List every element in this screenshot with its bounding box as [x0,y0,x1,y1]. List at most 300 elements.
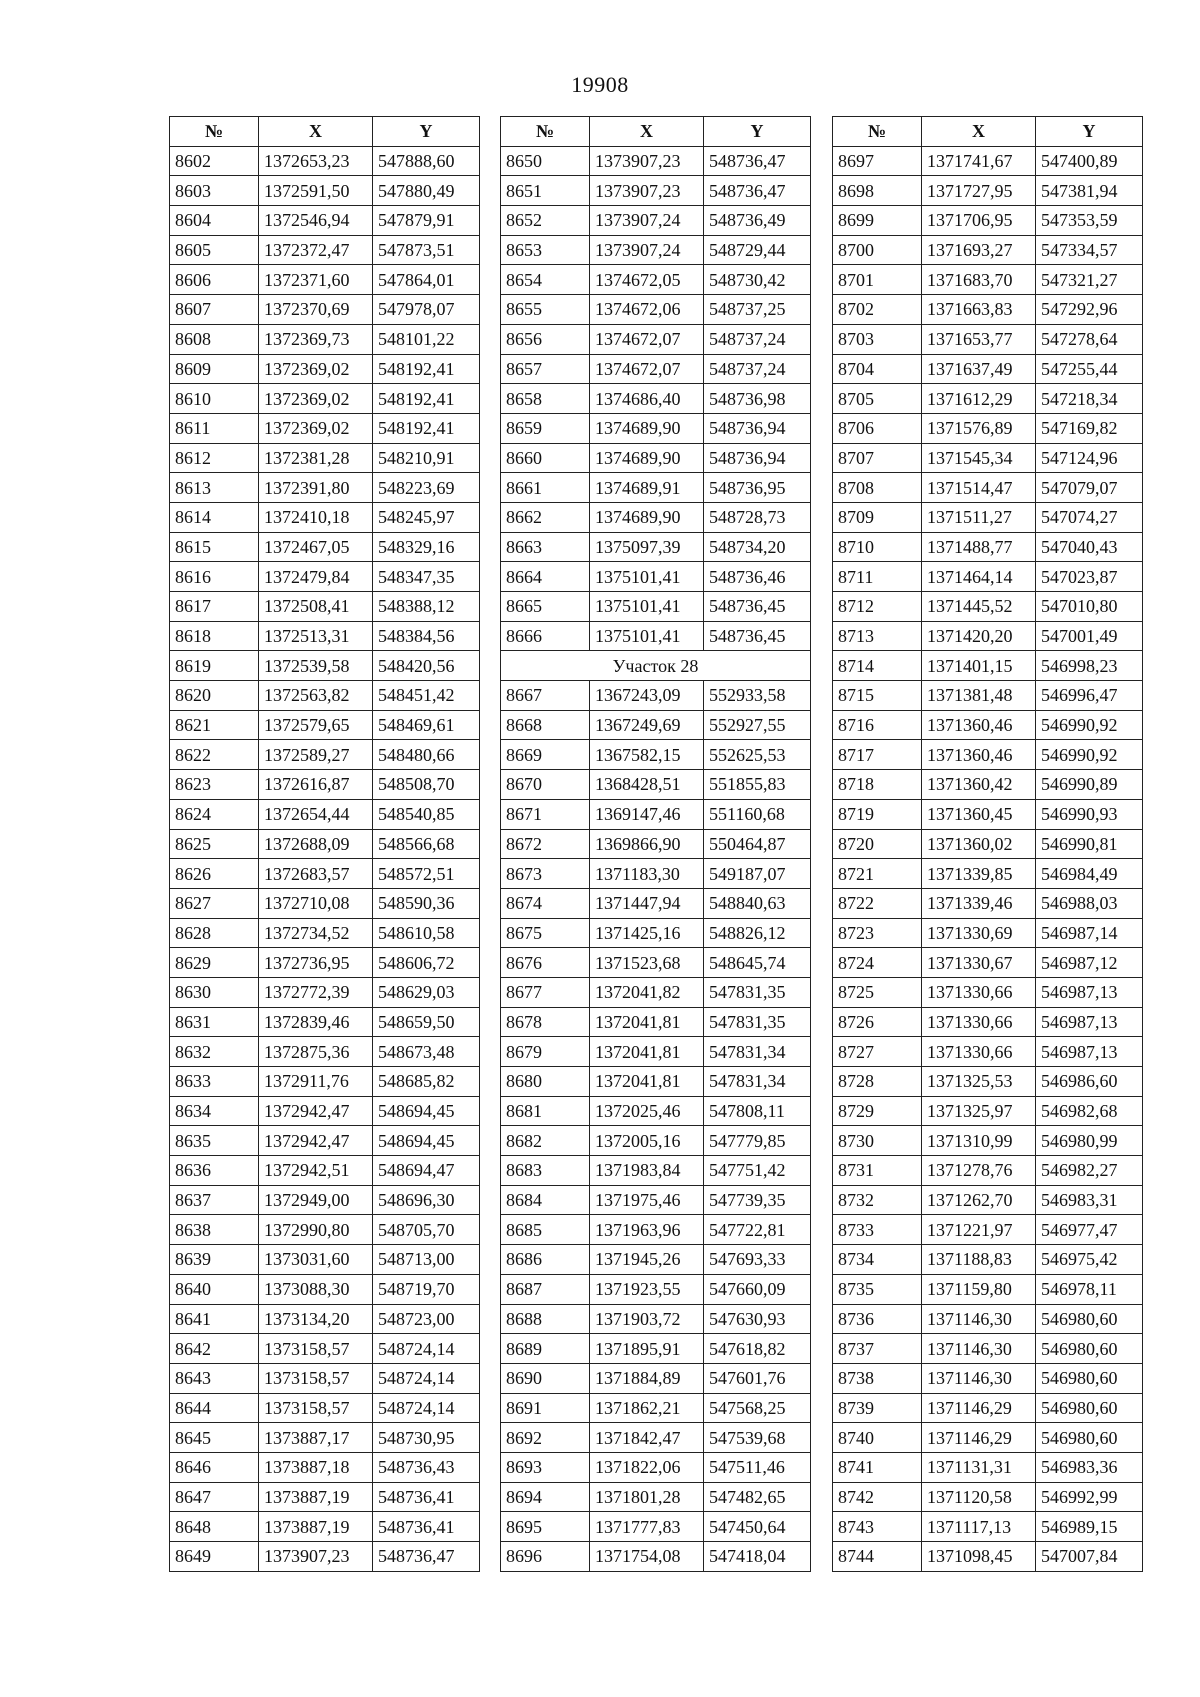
table-row [833,888,1143,918]
point-number-cell: 8656 [501,324,590,354]
point-number-cell: 8602 [170,146,259,176]
x-coordinate-cell: 1371360,46 [922,710,1036,740]
table-row [170,1096,480,1126]
table-row [833,1512,1143,1542]
x-coordinate-cell: 1372683,57 [259,859,373,889]
table-row [170,176,480,206]
x-coordinate-cell: 1371923,55 [590,1274,704,1304]
x-coordinate-cell: 1373887,18 [259,1452,373,1482]
x-coordinate-cell: 1371884,89 [590,1363,704,1393]
x-coordinate-cell: 1371683,70 [922,265,1036,295]
point-number-cell: 8705 [833,384,922,414]
x-coordinate-cell: 1373907,23 [259,1542,373,1572]
table-row [501,829,811,859]
x-coordinate-cell: 1371754,08 [590,1542,704,1572]
x-coordinate-cell: 1368428,51 [590,770,704,800]
point-number-cell: 8660 [501,443,590,473]
y-coordinate-cell: 548736,94 [704,443,811,473]
x-coordinate-cell: 1371310,99 [922,1126,1036,1156]
y-coordinate-cell: 548469,61 [373,710,480,740]
x-coordinate-cell: 1374689,90 [590,443,704,473]
point-number-cell: 8606 [170,265,259,295]
x-coordinate-cell: 1371183,30 [590,859,704,889]
point-number-cell: 8672 [501,829,590,859]
header-number: № [501,117,590,147]
y-coordinate-cell: 548736,45 [704,621,811,651]
table-row [170,1334,480,1364]
point-number-cell: 8641 [170,1304,259,1334]
x-coordinate-cell: 1372734,52 [259,918,373,948]
y-coordinate-cell: 548223,69 [373,473,480,503]
table-row [501,1185,811,1215]
x-coordinate-cell: 1371576,89 [922,413,1036,443]
y-coordinate-cell: 547023,87 [1036,562,1143,592]
table-row [833,651,1143,681]
y-coordinate-cell: 547693,33 [704,1245,811,1275]
y-coordinate-cell: 552933,58 [704,681,811,711]
x-coordinate-cell: 1371325,53 [922,1067,1036,1097]
point-number-cell: 8630 [170,977,259,1007]
point-number-cell: 8646 [170,1452,259,1482]
x-coordinate-cell: 1373158,57 [259,1393,373,1423]
point-number-cell: 8645 [170,1423,259,1453]
y-coordinate-cell: 548736,41 [373,1512,480,1542]
table-row [833,384,1143,414]
point-number-cell: 8607 [170,295,259,325]
point-number-cell: 8735 [833,1274,922,1304]
y-coordinate-cell: 548736,47 [704,176,811,206]
y-coordinate-cell: 548245,97 [373,502,480,532]
point-number-cell: 8621 [170,710,259,740]
x-coordinate-cell: 1371330,66 [922,977,1036,1007]
table-row [833,918,1143,948]
table-row [501,413,811,443]
table-row [833,1037,1143,1067]
header-y: Y [373,117,480,147]
x-coordinate-cell: 1371146,30 [922,1304,1036,1334]
table-row [501,1512,811,1542]
x-coordinate-cell: 1371653,77 [922,324,1036,354]
table-row [501,1274,811,1304]
table-row [170,1007,480,1037]
table-row [170,443,480,473]
y-coordinate-cell: 548736,47 [373,1542,480,1572]
y-coordinate-cell: 548730,95 [373,1423,480,1453]
table-row [170,621,480,651]
table-row [501,354,811,384]
point-number-cell: 8716 [833,710,922,740]
point-number-cell: 8618 [170,621,259,651]
y-coordinate-cell: 548101,22 [373,324,480,354]
header-row [501,117,811,147]
x-coordinate-cell: 1375101,41 [590,562,704,592]
y-coordinate-cell: 548736,47 [704,146,811,176]
table-row [833,1096,1143,1126]
point-number-cell: 8634 [170,1096,259,1126]
point-number-cell: 8727 [833,1037,922,1067]
y-coordinate-cell: 548192,41 [373,354,480,384]
point-number-cell: 8675 [501,918,590,948]
x-coordinate-cell: 1375101,41 [590,592,704,622]
x-coordinate-cell: 1372467,05 [259,532,373,562]
x-coordinate-cell: 1375101,41 [590,621,704,651]
x-coordinate-cell: 1373887,17 [259,1423,373,1453]
x-coordinate-cell: 1372688,09 [259,829,373,859]
y-coordinate-cell: 552927,55 [704,710,811,740]
y-coordinate-cell: 546992,99 [1036,1482,1143,1512]
table-row [170,235,480,265]
y-coordinate-cell: 546980,99 [1036,1126,1143,1156]
table-row [170,502,480,532]
table-row [170,1393,480,1423]
y-coordinate-cell: 548728,73 [704,502,811,532]
point-number-cell: 8668 [501,710,590,740]
x-coordinate-cell: 1372911,76 [259,1067,373,1097]
table-row [501,1037,811,1067]
table-row [833,295,1143,325]
y-coordinate-cell: 547831,35 [704,977,811,1007]
table-row [170,1482,480,1512]
x-coordinate-cell: 1372579,65 [259,710,373,740]
point-number-cell: 8698 [833,176,922,206]
y-coordinate-cell: 548719,70 [373,1274,480,1304]
x-coordinate-cell: 1371447,94 [590,888,704,918]
point-number-cell: 8717 [833,740,922,770]
point-number-cell: 8674 [501,888,590,918]
point-number-cell: 8733 [833,1215,922,1245]
x-coordinate-cell: 1372772,39 [259,977,373,1007]
table-row [833,1542,1143,1572]
x-coordinate-cell: 1371464,14 [922,562,1036,592]
table-row [170,918,480,948]
y-coordinate-cell: 547864,01 [373,265,480,295]
y-coordinate-cell: 548736,98 [704,384,811,414]
x-coordinate-cell: 1371706,95 [922,206,1036,236]
x-coordinate-cell: 1369147,46 [590,799,704,829]
x-coordinate-cell: 1374672,05 [590,265,704,295]
x-coordinate-cell: 1371663,83 [922,295,1036,325]
table-row [501,888,811,918]
table-row [501,592,811,622]
table-row [501,710,811,740]
header-y: Y [704,117,811,147]
table-row [501,681,811,711]
x-coordinate-cell: 1371360,02 [922,829,1036,859]
coordinates-table-2 [500,116,811,1572]
y-coordinate-cell: 548694,45 [373,1126,480,1156]
table-row [501,1423,811,1453]
point-number-cell: 8677 [501,977,590,1007]
x-coordinate-cell: 1374686,40 [590,384,704,414]
point-number-cell: 8719 [833,799,922,829]
table-row [170,592,480,622]
y-coordinate-cell: 548685,82 [373,1067,480,1097]
table-row [833,1274,1143,1304]
point-number-cell: 8636 [170,1156,259,1186]
x-coordinate-cell: 1371146,29 [922,1423,1036,1453]
x-coordinate-cell: 1371381,48 [922,681,1036,711]
table-row [833,413,1143,443]
y-coordinate-cell: 548734,20 [704,532,811,562]
table-row [833,710,1143,740]
x-coordinate-cell: 1372990,80 [259,1215,373,1245]
y-coordinate-cell: 547539,68 [704,1423,811,1453]
table-row [833,265,1143,295]
point-number-cell: 8623 [170,770,259,800]
x-coordinate-cell: 1371278,76 [922,1156,1036,1186]
y-coordinate-cell: 548723,00 [373,1304,480,1334]
point-number-cell: 8693 [501,1452,590,1482]
x-coordinate-cell: 1371117,13 [922,1512,1036,1542]
y-coordinate-cell: 547888,60 [373,146,480,176]
section-row [501,651,811,681]
table-row [170,710,480,740]
table-row [833,324,1143,354]
y-coordinate-cell: 548840,63 [704,888,811,918]
y-coordinate-cell: 547630,93 [704,1304,811,1334]
point-number-cell: 8671 [501,799,590,829]
x-coordinate-cell: 1373907,23 [590,176,704,206]
table-row [501,1393,811,1423]
x-coordinate-cell: 1371693,27 [922,235,1036,265]
table-row [170,770,480,800]
x-coordinate-cell: 1371098,45 [922,1542,1036,1572]
point-number-cell: 8730 [833,1126,922,1156]
y-coordinate-cell: 548737,24 [704,354,811,384]
y-coordinate-cell: 547321,27 [1036,265,1143,295]
table-row [501,1482,811,1512]
point-number-cell: 8741 [833,1452,922,1482]
y-coordinate-cell: 548480,66 [373,740,480,770]
point-number-cell: 8707 [833,443,922,473]
table-row [170,354,480,384]
point-number-cell: 8728 [833,1067,922,1097]
table-row [501,1245,811,1275]
header-x: X [922,117,1036,147]
y-coordinate-cell: 548508,70 [373,770,480,800]
x-coordinate-cell: 1372369,73 [259,324,373,354]
table-row [501,621,811,651]
point-number-cell: 8711 [833,562,922,592]
table-row [501,502,811,532]
y-coordinate-cell: 547079,07 [1036,473,1143,503]
y-coordinate-cell: 548696,30 [373,1185,480,1215]
table-row [833,1156,1143,1186]
y-coordinate-cell: 551160,68 [704,799,811,829]
x-coordinate-cell: 1367243,09 [590,681,704,711]
y-coordinate-cell: 548713,00 [373,1245,480,1275]
y-coordinate-cell: 547831,34 [704,1067,811,1097]
table-row [170,562,480,592]
table-row [833,532,1143,562]
y-coordinate-cell: 547880,49 [373,176,480,206]
x-coordinate-cell: 1371360,42 [922,770,1036,800]
point-number-cell: 8644 [170,1393,259,1423]
table-row [501,1156,811,1186]
x-coordinate-cell: 1372041,81 [590,1037,704,1067]
table-row [170,1156,480,1186]
table-row [170,651,480,681]
y-coordinate-cell: 546987,13 [1036,977,1143,1007]
point-number-cell: 8604 [170,206,259,236]
point-number-cell: 8678 [501,1007,590,1037]
x-coordinate-cell: 1373907,24 [590,235,704,265]
point-number-cell: 8658 [501,384,590,414]
x-coordinate-cell: 1371842,47 [590,1423,704,1453]
point-number-cell: 8625 [170,829,259,859]
point-number-cell: 8662 [501,502,590,532]
y-coordinate-cell: 547278,64 [1036,324,1143,354]
y-coordinate-cell: 548736,45 [704,592,811,622]
y-coordinate-cell: 548826,12 [704,918,811,948]
x-coordinate-cell: 1371339,85 [922,859,1036,889]
y-coordinate-cell: 548629,03 [373,977,480,1007]
y-coordinate-cell: 548210,91 [373,443,480,473]
point-number-cell: 8613 [170,473,259,503]
y-coordinate-cell: 547568,25 [704,1393,811,1423]
y-coordinate-cell: 548730,42 [704,265,811,295]
y-coordinate-cell: 548724,14 [373,1393,480,1423]
table-row [833,1423,1143,1453]
point-number-cell: 8609 [170,354,259,384]
table-row [170,977,480,1007]
table-row [170,295,480,325]
y-coordinate-cell: 548329,16 [373,532,480,562]
y-coordinate-cell: 547001,49 [1036,621,1143,651]
y-coordinate-cell: 548572,51 [373,859,480,889]
y-coordinate-cell: 547873,51 [373,235,480,265]
point-number-cell: 8652 [501,206,590,236]
point-number-cell: 8732 [833,1185,922,1215]
point-number-cell: 8665 [501,592,590,622]
y-coordinate-cell: 546988,03 [1036,888,1143,918]
x-coordinate-cell: 1373088,30 [259,1274,373,1304]
table-row [833,443,1143,473]
point-number-cell: 8676 [501,948,590,978]
x-coordinate-cell: 1371895,91 [590,1334,704,1364]
point-number-cell: 8725 [833,977,922,1007]
table-row [833,1215,1143,1245]
point-number-cell: 8635 [170,1126,259,1156]
point-number-cell: 8718 [833,770,922,800]
x-coordinate-cell: 1371330,66 [922,1007,1036,1037]
y-coordinate-cell: 548659,50 [373,1007,480,1037]
x-coordinate-cell: 1372710,08 [259,888,373,918]
point-number-cell: 8697 [833,146,922,176]
x-coordinate-cell: 1372369,02 [259,354,373,384]
y-coordinate-cell: 548388,12 [373,592,480,622]
table-row [833,1393,1143,1423]
table-row [170,1126,480,1156]
y-coordinate-cell: 546986,60 [1036,1067,1143,1097]
y-coordinate-cell: 548736,95 [704,473,811,503]
point-number-cell: 8737 [833,1334,922,1364]
table-row [170,1274,480,1304]
x-coordinate-cell: 1372839,46 [259,1007,373,1037]
x-coordinate-cell: 1371262,70 [922,1185,1036,1215]
table-row [501,473,811,503]
point-number-cell: 8667 [501,681,590,711]
x-coordinate-cell: 1371159,80 [922,1274,1036,1304]
table-row [170,888,480,918]
table-row [170,859,480,889]
table-row [170,146,480,176]
y-coordinate-cell: 547601,76 [704,1363,811,1393]
point-number-cell: 8642 [170,1334,259,1364]
y-coordinate-cell: 546980,60 [1036,1393,1143,1423]
y-coordinate-cell: 547808,11 [704,1096,811,1126]
point-number-cell: 8729 [833,1096,922,1126]
y-coordinate-cell: 548451,42 [373,681,480,711]
point-number-cell: 8688 [501,1304,590,1334]
y-coordinate-cell: 552625,53 [704,740,811,770]
point-number-cell: 8687 [501,1274,590,1304]
x-coordinate-cell: 1373907,23 [590,146,704,176]
point-number-cell: 8653 [501,235,590,265]
table-row [501,1304,811,1334]
table-row [170,1185,480,1215]
table-row [833,146,1143,176]
x-coordinate-cell: 1372563,82 [259,681,373,711]
point-number-cell: 8683 [501,1156,590,1186]
y-coordinate-cell: 547255,44 [1036,354,1143,384]
point-number-cell: 8731 [833,1156,922,1186]
y-coordinate-cell: 547831,35 [704,1007,811,1037]
x-coordinate-cell: 1374689,90 [590,502,704,532]
y-coordinate-cell: 547722,81 [704,1215,811,1245]
table-row [833,948,1143,978]
y-coordinate-cell: 547218,34 [1036,384,1143,414]
point-number-cell: 8608 [170,324,259,354]
x-coordinate-cell: 1371120,58 [922,1482,1036,1512]
x-coordinate-cell: 1372372,47 [259,235,373,265]
table-row [833,592,1143,622]
y-coordinate-cell: 547511,46 [704,1452,811,1482]
y-coordinate-cell: 547879,91 [373,206,480,236]
table-row [170,1067,480,1097]
y-coordinate-cell: 547739,35 [704,1185,811,1215]
point-number-cell: 8702 [833,295,922,325]
table-row [170,384,480,414]
x-coordinate-cell: 1371523,68 [590,948,704,978]
point-number-cell: 8736 [833,1304,922,1334]
y-coordinate-cell: 546984,49 [1036,859,1143,889]
x-coordinate-cell: 1373887,19 [259,1482,373,1512]
table-row [501,443,811,473]
y-coordinate-cell: 550464,87 [704,829,811,859]
x-coordinate-cell: 1371741,67 [922,146,1036,176]
x-coordinate-cell: 1372369,02 [259,384,373,414]
y-coordinate-cell: 547040,43 [1036,532,1143,562]
table-row [501,1126,811,1156]
point-number-cell: 8742 [833,1482,922,1512]
y-coordinate-cell: 548192,41 [373,413,480,443]
x-coordinate-cell: 1374672,06 [590,295,704,325]
table-row [833,502,1143,532]
x-coordinate-cell: 1373134,20 [259,1304,373,1334]
y-coordinate-cell: 546978,11 [1036,1274,1143,1304]
table-row [501,859,811,889]
y-coordinate-cell: 547660,09 [704,1274,811,1304]
point-number-cell: 8700 [833,235,922,265]
table-row [833,1007,1143,1037]
x-coordinate-cell: 1371146,30 [922,1363,1036,1393]
point-number-cell: 8734 [833,1245,922,1275]
y-coordinate-cell: 547353,59 [1036,206,1143,236]
x-coordinate-cell: 1371188,83 [922,1245,1036,1275]
point-number-cell: 8709 [833,502,922,532]
x-coordinate-cell: 1372942,47 [259,1096,373,1126]
